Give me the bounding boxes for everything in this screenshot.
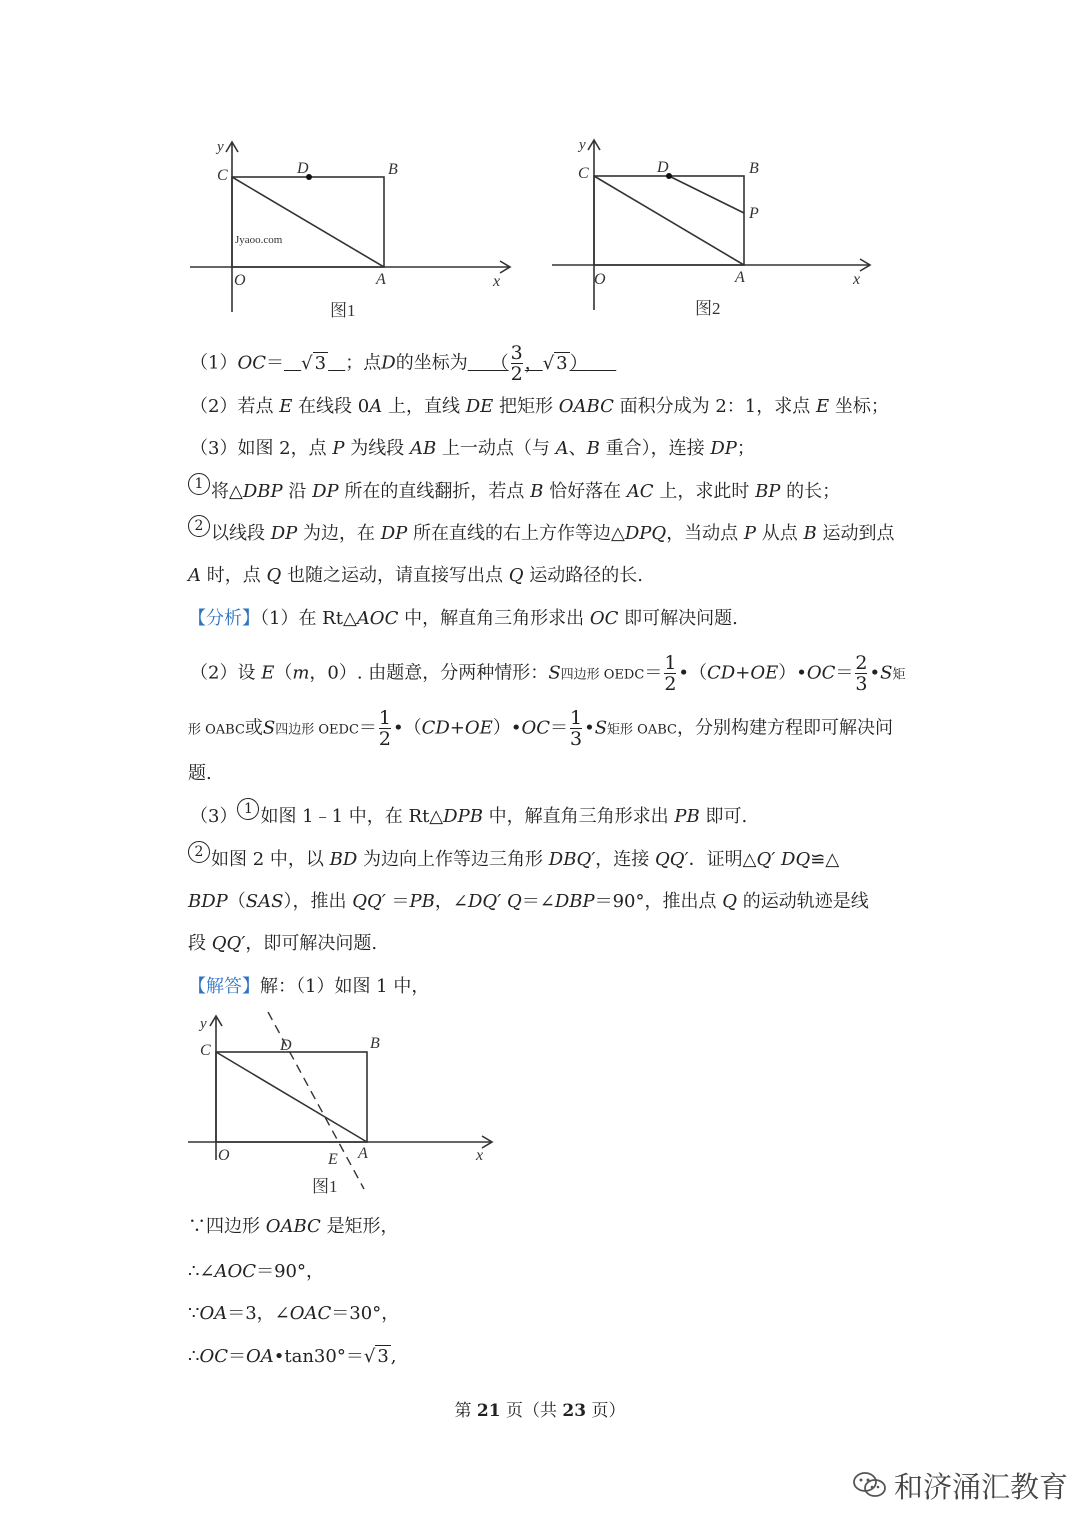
fig3-label-y: y [200,1016,207,1032]
question-3-part-1 [188,476,841,504]
q1-blank-oc [284,353,345,374]
q3a-text-2: 沿 [288,481,307,502]
fig2-label-d: D [657,159,669,176]
fig1-label-a: A [376,271,386,288]
q3-text-2: 为线段 [350,438,405,459]
s3-text-3: ＝30°， [331,1303,400,1324]
an3b-text-5: ≌△ [810,849,840,870]
analysis-2-end [188,762,212,786]
figure-2-diagram [545,130,885,330]
an3c-text-2: ），推出 [283,891,347,912]
q3b2-q2: Q [508,565,524,586]
q3-p: P [332,438,345,459]
an2b-text-5: ，分别构建方程即可解决问 [676,717,893,739]
fig2-label-c: C [578,165,589,182]
q3a-text-6: 的长； [786,481,841,502]
footer-text-3: 页） [591,1401,626,1421]
fig1-caption: 图1 [330,301,356,320]
analysis-text-3: 即可解决问题. [624,608,738,629]
total-pages: 23 [562,1401,587,1421]
an3c-dq: DQ′ Q [467,891,522,912]
an2-m: m [292,662,310,684]
an3b-q2: Q′ DQ [756,849,811,870]
q3b-text-6: 运动到点 [822,523,895,544]
question-1 [190,343,616,384]
watermark-text: 和济涌汇教育 [894,1469,1069,1504]
q1-fraction [511,343,523,384]
s2-aoc: AOC [214,1261,257,1282]
an2b-text-1: 或 [244,717,263,739]
an3c-text-6: ＝90°，推出点 [594,891,717,912]
figure-answer-1-diagram [180,1008,510,1208]
circled-number-2b: 2 [188,841,210,863]
an3c-bdp: BDP [188,891,228,912]
q1-eq: ＝ [265,352,284,374]
s4-oa: OA [245,1346,274,1367]
solution-step-4 [188,1345,397,1369]
an3c-text-4: ，∠ [434,891,468,912]
circled-number-1b: 1 [237,798,259,820]
q1-open: （ [490,352,509,374]
s4-rad: 3 [377,1346,389,1367]
an2-d2: 3 [855,673,868,695]
an2-n1: 1 [664,652,677,674]
fig1-label-y: y [217,139,224,155]
fig1-label-d: D [297,160,309,177]
s4-text-2: ＝ [227,1346,246,1367]
an2b-text-2: •（ [393,717,422,739]
an3c-text-3: ＝ [391,891,410,912]
an3b-text-1: 如图 2 中，以 [211,849,324,870]
figure-1-watermark: Jyaoo.com [235,234,283,246]
q3-a: A [555,438,569,459]
figure-answer-1 [180,1008,510,1208]
an2b-d2: 3 [569,728,583,750]
an2-text-5: ）• [778,662,807,684]
s1-text-1: ∵四边形 [188,1216,260,1237]
q1-blank-coord [468,342,617,385]
analysis-aoc: AOC [356,608,399,629]
fig1-label-b: B [388,161,398,178]
fig2-label-b: B [749,160,759,177]
analysis-text-2: 中，解直角三角形求出 [404,608,585,629]
an3-text-1: （3） [190,806,238,827]
s3-text-2: ＝3，∠ [227,1303,290,1324]
an2b-cdoe: CD+OE [421,717,493,739]
fig3-caption: 图1 [312,1177,338,1196]
fig2-label-o: O [594,271,606,288]
q3b2-a: A [188,565,201,586]
s1-oabc: OABC [265,1216,321,1237]
analysis-tag: 【分析】 [188,608,260,629]
q2-e2: E [815,396,830,417]
q1-oc-value: 3 [314,352,327,374]
an2b-sub1: 四边形 OEDC [275,722,359,738]
q3b2-text-2: 也随之运动，请直接写出点 [286,565,503,586]
fig2-label-x: x [853,271,861,288]
q3b-text-4: ，当动点 [666,523,739,544]
an3-text-4: 即可. [705,806,748,827]
analysis-2 [190,653,905,694]
q3-ab: AB [409,438,437,459]
q3b2-text-3: 运动路径的长. [529,565,643,586]
q2-text-4: 把矩形 [499,396,554,417]
solution-step-2 [188,1260,324,1284]
an2b-sub2: 矩形 OABC [607,722,677,738]
q1-mid: 的坐标为 [395,352,468,374]
watermark [852,1460,1068,1510]
q2-text-1: （2）若点 [190,396,274,417]
an2-sub1: 四边形 OEDC [560,667,645,683]
an3b-text-4: ．证明△ [688,849,757,870]
q2-e: E [279,396,293,417]
wechat-icon [852,1470,888,1500]
an2-s: S [548,662,561,684]
solution-step-3 [188,1302,399,1326]
an2-s2: S [880,662,893,684]
s3-oac: OAC [289,1303,332,1324]
q3b-dpq: DPQ [624,523,667,544]
analysis-3-end [188,932,377,956]
q1-y-value: 3 [556,352,568,374]
fig2-label-y: y [579,137,586,153]
an3-text-3: 中，解直角三角形求出 [488,806,669,827]
q3-text-4: 、 [568,438,587,459]
s4-oc: OC [199,1346,228,1367]
answer-tag: 【解答】 [188,976,260,997]
q3b-b: B [803,523,817,544]
an2-text-6: • [869,662,881,684]
q3a-text-1: 将△ [211,481,243,502]
s2-text-1: ∴∠ [188,1261,215,1282]
fig3-label-a: A [358,1145,368,1162]
s4-text-3: •tan30°＝ [273,1346,364,1367]
q3b-text-5: 从点 [761,523,798,544]
s4-text-4: , [390,1346,397,1367]
q3a-ac: AC [626,481,654,502]
q3b2-text-1: 时，点 [206,565,261,586]
q3-text-3: 上一动点（与 [441,438,550,459]
an2-text-1: （2）设 [190,662,256,684]
q3a-dbp: DBP [242,481,283,502]
s4-sqrt: √ 3 [363,1346,389,1367]
an2-sub2: 矩 [892,667,906,683]
fig1-label-o: O [234,272,246,289]
q1-prefix: （1） [190,352,238,374]
an3c-sas: SAS [245,891,284,912]
answer-text-1: 解：（1）如图 1 中， [260,976,430,997]
q2-text-3: 上，直线 [387,396,460,417]
an3-dpb: DPB [443,806,483,827]
solution-step-1 [188,1215,399,1239]
s4-text-1: ∴ [188,1346,200,1367]
page-footer [0,1396,1080,1421]
q1-sqrt: √ 3 [301,352,327,374]
q3b2-q: Q [266,565,282,586]
answer-heading [188,975,429,999]
q3-text-6: ； [736,438,755,459]
analysis-1 [188,607,738,631]
an2-cdoe: CD+OE [707,662,779,684]
fig3-label-e: E [328,1151,338,1168]
q1-num: 3 [510,342,523,364]
q1-sqrt-y: √ 3 [542,352,568,374]
an3b-text-2: 为边向上作等边三角形 [363,849,544,870]
an3-pb: PB [674,806,700,827]
an3b-dbq: DBQ′ [548,849,596,870]
circled-number-2: 2 [188,515,210,537]
q2-text-5: 面积分成为 2：1，求点 [619,396,811,417]
q3a-text-5: 上，求此时 [659,481,750,502]
an2b-oc: OC [521,717,550,739]
q3b-text-1: 以线段 [211,523,265,544]
an3-text-2: 如图 1﹣1 中，在 Rt△ [260,806,444,827]
q3-b: B [586,438,600,459]
fig2-label-a: A [735,269,745,286]
s1-text-2: 是矩形， [326,1216,399,1237]
an3c-text-5: ＝∠ [521,891,555,912]
q1-d: D [381,352,396,374]
an2c-text-1: 题. [188,763,212,784]
analysis-3-part-2-cont [188,890,869,914]
an2b-eq: ＝ [358,717,377,739]
an3c-text-1: （ [227,891,246,912]
footer-text-2: 页（共 [506,1401,557,1421]
an2-eq: ＝ [644,662,663,684]
an3d-text-2: ，即可解决问题. [245,933,378,954]
fig3-label-d: D [280,1037,292,1054]
an3c-q: Q [722,891,738,912]
an2-eq2: ＝ [835,662,854,684]
figure-2 [545,130,885,330]
an2-frac-1 [664,653,676,694]
s2-text-2: ＝90°， [256,1261,324,1282]
an3c-dbp: DBP [554,891,595,912]
q3b-dp: DP [270,523,298,544]
q2-text-2: 在线段 0 [298,396,370,417]
fig1-label-c: C [217,167,228,184]
an3d-text-1: 段 [188,933,206,954]
q3-dp: DP [710,438,737,459]
q2-oabc: OABC [558,396,614,417]
an2b-s: S [262,717,276,739]
fig3-label-x: x [476,1147,484,1164]
an3b-bd: BD [329,849,358,870]
an2b-text-4: • [584,717,595,739]
question-3 [190,437,755,461]
q3-text-1: （3）如图 2，点 [190,438,327,459]
figure-1 [185,130,525,330]
an2b-eq2: ＝ [549,717,568,739]
q3b-text-2: 为边，在 [303,523,376,544]
q3a-bp: BP [755,481,781,502]
fig2-label-p: P [749,205,759,222]
an3c-text-7: 的运动轨迹是线 [742,891,869,912]
fig2-caption: 图2 [695,299,721,318]
an2-d1: 2 [664,673,677,695]
q2-text-6: 坐标； [834,396,889,417]
an2b-n1: 1 [378,707,392,729]
q3a-b: B [530,481,544,502]
an2-n2: 2 [855,652,868,674]
analysis-text-1: （1）在 Rt△ [260,608,357,629]
an3b-text-3: ，连接 [595,849,650,870]
an2b-s2: S [594,717,608,739]
q3b-text-3: 所在直线的右上方作等边△ [413,523,625,544]
an3b-qq: QQ′ [655,849,689,870]
analysis-oc: OC [589,608,619,629]
an2-text-2: （ [274,662,293,684]
q3b-p: P [743,523,757,544]
q3a-dp: DP [312,481,339,502]
analysis-2-cont [188,708,893,749]
question-3-part-2 [188,518,895,546]
an2-text-4: •（ [678,662,708,684]
s3-text-1: ∵ [188,1303,200,1324]
q3a-text-3: 所在的直线翻折，若点 [344,481,525,502]
q3-text-5: 重合），连接 [605,438,705,459]
footer-text-1: 第 [454,1401,472,1421]
an3d-qq: QQ′ [211,933,246,954]
an2-frac-2 [855,653,867,694]
an2b-n2: 1 [569,707,583,729]
q1-oc: OC [237,352,266,374]
q1-sep: ；点 [345,352,382,374]
an2b-frac-2 [570,708,582,749]
fig1-label-x: x [493,273,501,290]
fig3-label-c: C [200,1042,211,1059]
fig3-label-o: O [218,1147,230,1164]
an3c-pb: PB [409,891,435,912]
question-2 [190,395,889,419]
an2b-text-3: ）• [492,717,522,739]
an2b-sub0: 形 OABC [188,722,245,738]
fig3-label-b: B [370,1035,380,1052]
q2-a: A [369,396,383,417]
an2-text-3: ，0）. 由题意，分两种情形： [309,662,549,684]
an3c-qq: QQ′ [352,891,386,912]
an2b-d1: 2 [378,728,392,750]
q1-comma: ， [524,352,543,374]
figure-1-diagram [185,130,525,330]
an2-e: E [261,662,275,684]
s3-oa: OA [199,1303,228,1324]
question-3-part-2-cont [188,564,643,588]
q2-de: DE [465,396,494,417]
an2-oc: OC [806,662,836,684]
analysis-3 [190,801,748,829]
page-number: 21 [476,1401,501,1421]
q1-den: 2 [510,363,523,385]
q3a-text-4: 恰好落在 [549,481,622,502]
an2b-frac-1 [379,708,391,749]
q1-close: ） [569,352,588,374]
q3b-dp2: DP [380,523,408,544]
circled-number-1: 1 [188,473,210,495]
analysis-3-part-2 [188,844,840,872]
